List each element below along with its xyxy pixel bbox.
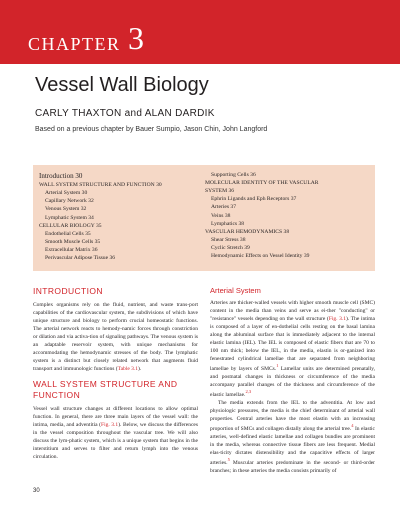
toc-entry[interactable]: Veins 38 bbox=[211, 212, 231, 219]
fig-3-1-link[interactable]: Fig. 3.1 bbox=[101, 422, 119, 429]
introduction-paragraph bbox=[33, 301, 198, 373]
toc-entry[interactable]: Lymphatics 38 bbox=[211, 220, 245, 227]
chapter-authors: CARLY THAXTON and ALAN DARDIK bbox=[35, 108, 215, 119]
toc-entry[interactable]: Lymphatic System 34 bbox=[45, 214, 94, 221]
page-number: 30 bbox=[33, 488, 40, 494]
toc-entry[interactable]: VASCULAR HEMODYNAMICS 38 bbox=[205, 228, 290, 235]
toc-entry[interactable]: Venous System 32 bbox=[45, 206, 87, 213]
toc-entry[interactable]: MOLECULAR IDENTITY OF THE VASCULAR bbox=[205, 180, 319, 187]
toc-entry[interactable]: Endothelial Cells 35 bbox=[45, 230, 91, 237]
arterial-text-b: ). The intima is composed of a layer of en-dothelial cells resting on the basal lamina along the abluminal surface that is immediately adjacent to the internal elastic lamina (IEL). The IEL is composed of elastic fibers that are 70 to 100 nm thick; below the IEL, in the media, elastin is or-ganized into fenestrated cylindrical lamellae that are separated from neighboring lamellae by layers of SMCs. bbox=[210, 316, 375, 372]
toc-left-column bbox=[39, 171, 204, 262]
toc-entry[interactable]: Capillary Network 32 bbox=[45, 198, 94, 205]
arterial-text-f: Muscular arteries predominate in the second- or third-order branches; in these arteries the media consists primarily of bbox=[210, 459, 375, 474]
arterial-text-d: The media extends from the IEL to the adventitia. At low and physiologic pressures, the media is the chief determinant of arterial wall properties. Central arteries have the most elastin with an increasing proportion of SMCs and collagen distally along the arterial tree. bbox=[210, 399, 375, 432]
toc-entry[interactable]: Smooth Muscle Cells 35 bbox=[45, 238, 101, 245]
arterial-paragraph-2 bbox=[210, 399, 375, 475]
fig-3-1-link-2[interactable]: Fig. 3.1 bbox=[328, 316, 347, 323]
toc-entry[interactable]: Extracellular Matrix 36 bbox=[45, 247, 98, 254]
toc-entry[interactable]: Ephrin Ligands and Eph Receptors 37 bbox=[211, 196, 297, 203]
toc-right-column bbox=[205, 171, 370, 260]
wall-text-b: ). Below, we discuss the differences in the vessel composition throughout the vascular tree. We will also discuss the lym-phatic system, which is a unique system that begins in the interstitium and serves to filter and return lymph into the venous circulation. bbox=[33, 422, 199, 461]
ref-1-link[interactable]: 1 bbox=[276, 363, 279, 369]
right-text-column bbox=[210, 286, 375, 475]
ref-2-3-link[interactable]: 2,3 bbox=[245, 389, 252, 394]
toc-entry[interactable]: Perivascular Adipose Tissue 36 bbox=[45, 255, 116, 262]
based-on-note: Based on a previous chapter by Bauer Sumpio, Jason Chin, John Langford bbox=[35, 126, 268, 133]
ref-4-link[interactable]: 4 bbox=[351, 422, 354, 428]
arterial-text-c: Lamellar units are determined prenatally, and postnatal changes in thickness or circumference of the media accompany parallel changes of the thickness and circumference of the elastic lamellae. bbox=[210, 365, 375, 398]
chapter-number: 3 bbox=[128, 20, 144, 56]
toc-entry[interactable]: Arterial System 30 bbox=[45, 190, 88, 197]
chapter-title: Vessel Wall Biology bbox=[35, 74, 209, 96]
table-3-1-link[interactable]: Table 3.1 bbox=[117, 366, 139, 373]
chapter-banner bbox=[0, 0, 400, 64]
wall-text-a: Vessel wall structure changes at different locations to allow optimal function. In general, there are three main layers of the vessel wall: the intima, media, and adventitia ( bbox=[33, 406, 198, 429]
toc-entry[interactable]: SYSTEM 36 bbox=[205, 188, 235, 195]
toc-entry[interactable]: WALL SYSTEM STRUCTURE AND FUNCTION 30 bbox=[39, 182, 162, 189]
toc-entry[interactable]: Supporting Cells 36 bbox=[211, 172, 256, 178]
toc-entry[interactable]: Introduction 30 bbox=[39, 172, 83, 180]
arterial-system-heading: Arterial System bbox=[210, 286, 261, 295]
arterial-paragraph-1 bbox=[210, 299, 375, 399]
arterial-text-a: Arteries are thicker-walled vessels with higher smooth muscle cell (SMC) content in the media than veins and serve as ei-ther "conducting" or "resistance" vessels depending on the wall structure ( bbox=[210, 300, 375, 323]
toc-entry[interactable]: Cyclic Stretch 39 bbox=[211, 244, 250, 251]
intro-text-a: Complex organisms rely on the fluid, nutrient, and waste trans-port capabilities of the cardiovascular system, the subdivisions of which have unique structure and biology to perform crucial homeostatic functions. The arterial network reacts to hemody-namic forces through constriction or dilation and via activa-tion of signaling pathways. The venous system is an adaptable reservoir system, with unique mechanisms for accommodating the hemodynamic stresses of the body. The lymphatic system is a distinct but closely related network that augments fluid transport and immunologic functions ( bbox=[33, 302, 198, 373]
chapter-label: CHAPTER bbox=[28, 34, 121, 54]
toc-entry[interactable]: Shear Stress 38 bbox=[211, 236, 246, 243]
toc-entry[interactable]: Hemodynamic Effects on Vessel Identity 39 bbox=[211, 253, 310, 260]
introduction-heading: INTRODUCTION bbox=[33, 286, 103, 296]
left-text-column bbox=[33, 286, 198, 462]
ref-5-link[interactable]: 5 bbox=[227, 456, 230, 462]
toc-entry[interactable]: Arteries 37 bbox=[211, 204, 237, 211]
wall-structure-paragraph bbox=[33, 405, 198, 461]
intro-text-b: ). bbox=[138, 366, 142, 373]
toc-entry[interactable]: CELLULAR BIOLOGY 35 bbox=[39, 222, 102, 229]
arterial-text-e: In elastic arteries, well-defined elastic lamellae and collagen bundles are prominent in the media, whereas connective tissue fibers are less frequent. Medial elas-ticity dictates distensibility and the capacitive effects of larger arteries. bbox=[210, 425, 375, 466]
table-of-contents bbox=[33, 165, 375, 271]
wall-structure-heading: WALL SYSTEM STRUCTURE AND FUNCTION bbox=[33, 379, 178, 400]
